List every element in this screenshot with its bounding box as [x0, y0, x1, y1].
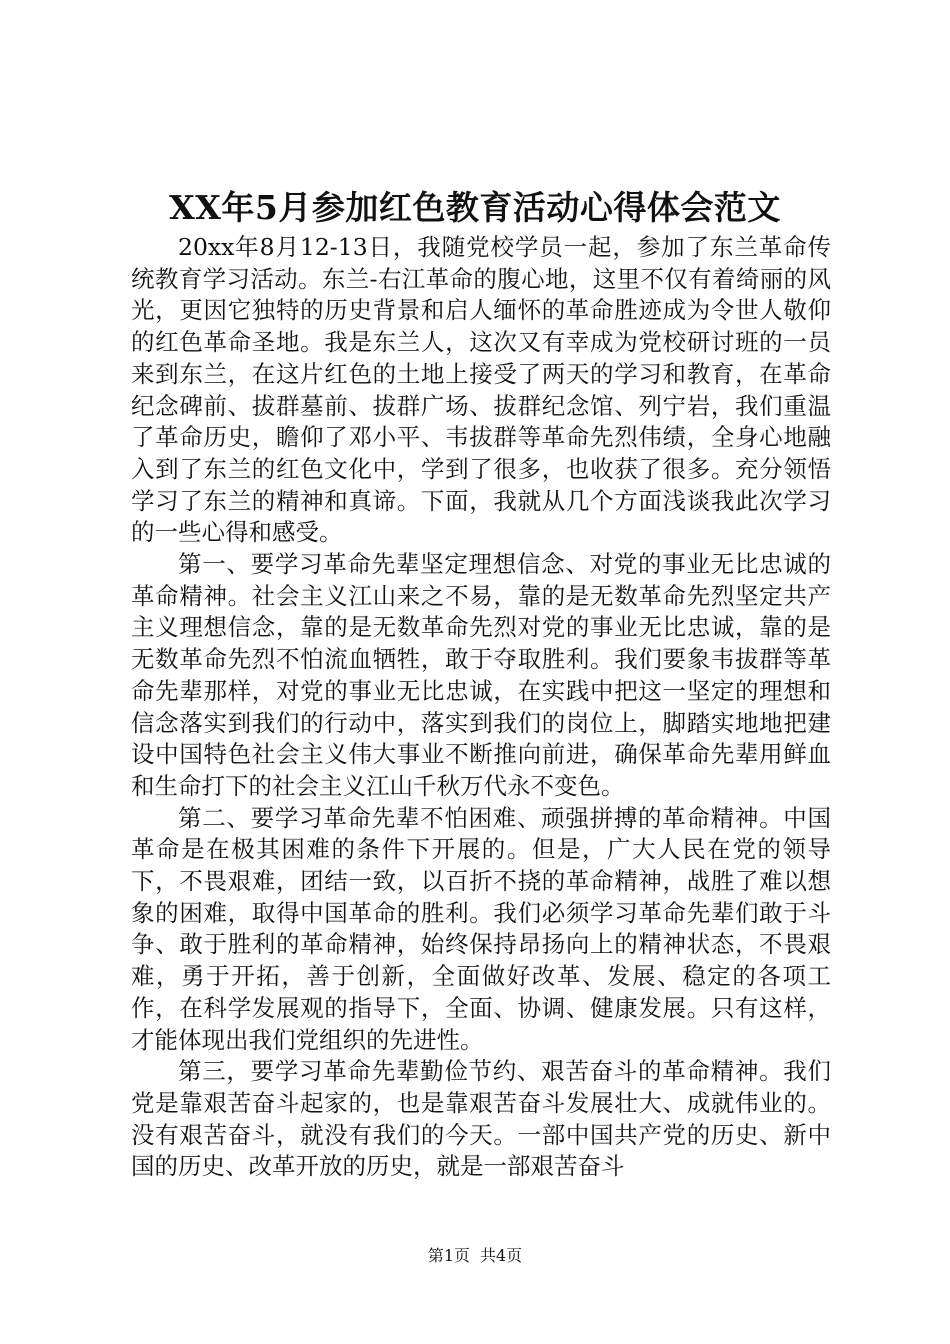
paragraph-third-point: 第三，要学习革命先辈勤俭节约、艰苦奋斗的革命精神。我们党是靠艰苦奋斗起家的，也是靠艰苦奋斗发展壮大、成就伟业的。没有艰苦奋斗，就没有我们的今天。一部中国共产党的历史、新中国的历史、改革开放的历史，就是一部艰苦奋斗: [131, 1057, 831, 1181]
paragraph-intro: 20xx年8月12-13日，我随党校学员一起，参加了东兰革命传统教育学习活动。东兰-右江革命的腹心地，这里不仅有着绮丽的风光，更因它独特的历史背景和启人缅怀的革命胜迹成为令世人敬仰的红色革命圣地。我是东兰人，这次又有幸成为党校研讨班的一员来到东兰，在这片红色的土地上接受了两天的学习和教育，在革命纪念碑前、拔群墓前、拔群广场、拔群纪念馆、列宁岩，我们重温了革命历史，瞻仰了邓小平、韦拔群等革命先烈伟绩，全身心地融入到了东兰的红色文化中，学到了很多，也收获了很多。充分领悟学习了东兰的精神和真谛。下面，我就从几个方面浅谈我此次学习的一些心得和感受。: [131, 233, 831, 547]
page-number: 第1页: [427, 1246, 470, 1265]
page-footer: [0, 1244, 950, 1268]
paragraph-second-point: 第二、要学习革命先辈不怕困难、顽强拼搏的革命精神。中国革命是在极其困难的条件下开展的。但是，广大人民在党的领导下，不畏艰难，团结一致，以百折不挠的革命精神，战胜了难以想象的困难，取得中国革命的胜利。我们必须学习革命先辈们敢于斗争、敢于胜利的革命精神，始终保持昂扬向上的精神状态，不畏艰难，勇于开拓，善于创新，全面做好改革、发展、稳定的各项工作，在科学发展观的指导下，全面、协调、健康发展。只有这样，才能体现出我们党组织的先进性。: [131, 803, 831, 1054]
document-body: [131, 232, 831, 1183]
page-total: 共4页: [480, 1246, 523, 1265]
document-title: XX年5月参加红色教育活动心得体会范文: [169, 188, 781, 227]
paragraph-first-point: 第一、要学习革命先辈坚定理想信念、对党的事业无比忠诚的革命精神。社会主义江山来之不易，靠的是无数革命先烈坚定共产主义理想信念，靠的是无数革命先烈对党的事业无比忠诚，靠的是无数革命先烈不怕流血牺牲，敢于夺取胜利。我们要象韦拔群等革命先辈那样，对党的事业无比忠诚，在实践中把这一坚定的理想和信念落实到我们的行动中，落实到我们的岗位上，脚踏实地地把建设中国特色社会主义伟大事业不断推向前进，确保革命先辈用鲜血和生命打下的社会主义江山千秋万代永不变色。: [131, 550, 831, 800]
